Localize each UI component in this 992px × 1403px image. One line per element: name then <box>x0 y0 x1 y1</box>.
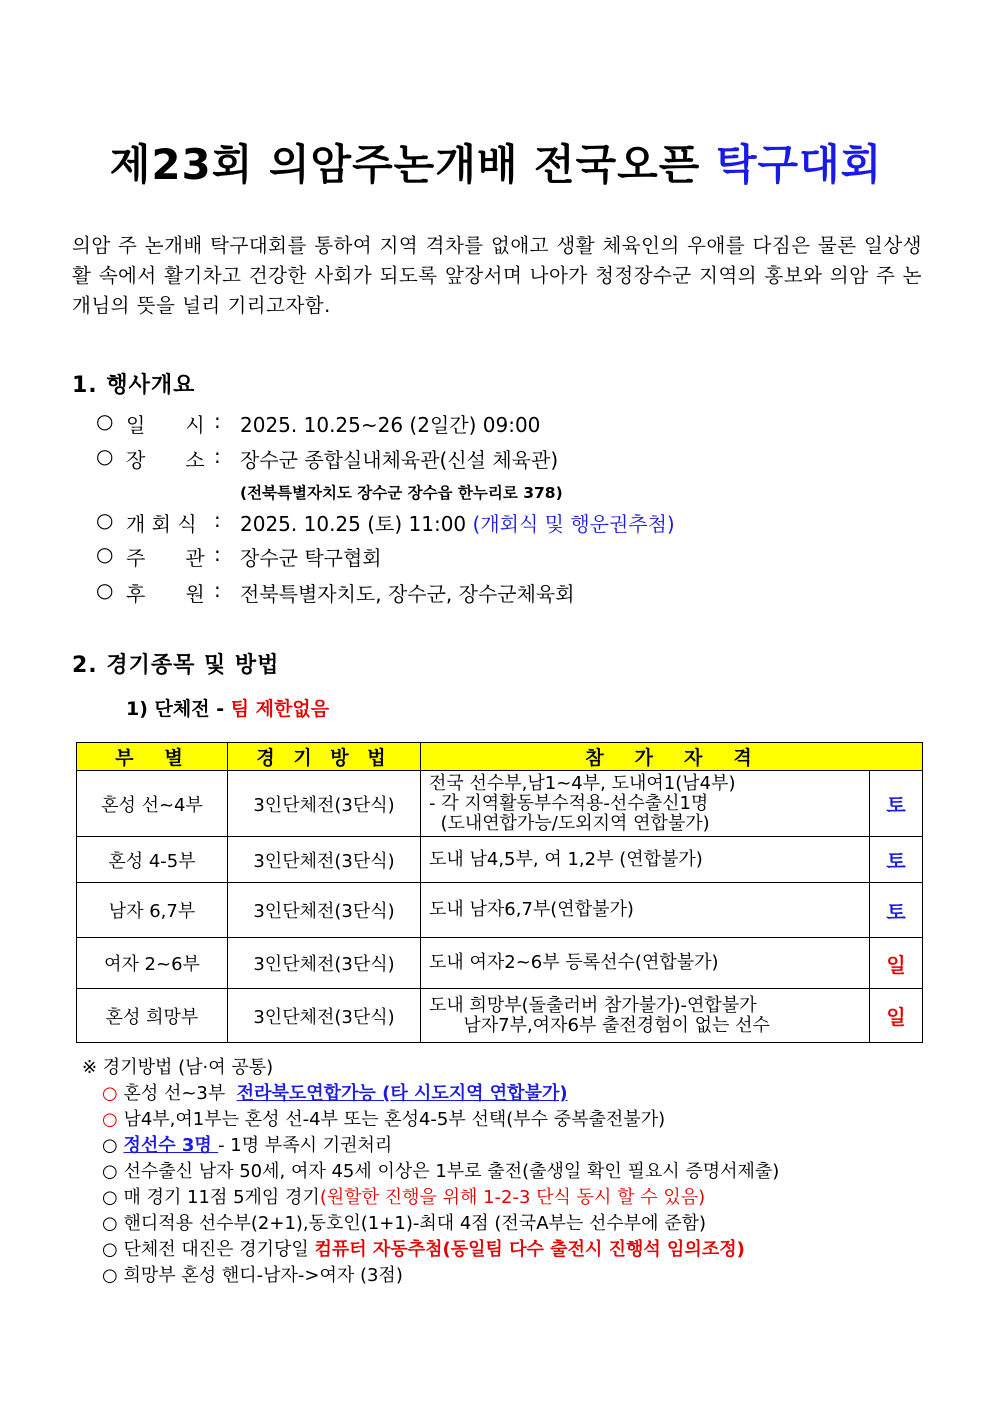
cell-qualification <box>421 989 870 1043</box>
intro-paragraph: 의암 주 논개배 탁구대회를 통하여 지역 격차를 없애고 생활 체육인의 우애를 다짐은 물론 일상생활 속에서 활기차고 건강한 사회가 되도록 앞장서며 나아가 청정장수군 지역의 홍보와 의암 주 논개님의 뜻을 널리 기리고자함. <box>72 234 922 317</box>
cell-method: 3인단체전(3단식) <box>228 883 421 938</box>
cell-day: 토 <box>870 837 923 883</box>
row-value <box>240 508 675 537</box>
section2-heading: 2. 경기종목 및 방법 <box>72 653 280 678</box>
cell-division: 혼성 4-5부 <box>77 837 228 883</box>
bullet-icon: ○ <box>96 444 114 468</box>
overview-row-host <box>96 542 896 570</box>
cell-method: 3인단체전(3단식) <box>228 989 421 1043</box>
note-text: 희망부 혼성 핸디-남자->여자 (3점) <box>123 1265 403 1286</box>
row-label: 일 시 <box>126 413 205 437</box>
row-label: 개 회 식 <box>126 512 197 536</box>
qual-line: 도내 희망부(돌출러버 참가불가)-연합불가 <box>429 994 757 1016</box>
header-method: 경 기 방 법 <box>228 743 421 771</box>
note-item <box>82 1237 779 1263</box>
bullet-icon: ○ <box>102 1187 118 1208</box>
row-value: 2025. 10.25~26 (2일간) 09:00 <box>240 413 541 437</box>
cell-method: 3인단체전(3단식) <box>228 938 421 989</box>
row-value: 장수군 탁구협회 <box>240 546 382 570</box>
event-table <box>76 742 923 1043</box>
row-value: 장수군 종합실내체육관(신설 체육관) <box>240 448 559 472</box>
note-text: 매 경기 11점 5게임 경기 <box>123 1187 320 1208</box>
row-label: 후 원 <box>126 582 205 606</box>
section1-heading: 1. 행사개요 <box>72 373 196 398</box>
cell-division: 혼성 희망부 <box>77 989 228 1043</box>
row-colon: : <box>214 542 221 566</box>
overview-row-venue <box>96 444 896 472</box>
bullet-icon: ○ <box>96 508 114 532</box>
title-main: 제23회 의암주논개배 전국오픈 <box>109 140 716 189</box>
note-emphasis: (원할한 진행을 위해 1-2-3 단식 동시 할 수 있음) <box>319 1187 706 1208</box>
cell-qualification: 도내 여자2~6부 등록선수(연합불가) <box>421 938 870 989</box>
table-row <box>77 883 923 938</box>
notes-section <box>82 1055 779 1289</box>
team-event-label: 1) 단체전 - <box>126 698 231 720</box>
row-colon: : <box>214 508 221 532</box>
note-emphasis: 정선수 3명 <box>123 1135 219 1156</box>
qual-line: (도내연합가능/도외지역 연합불가) <box>429 812 710 834</box>
cell-day: 일 <box>870 938 923 989</box>
bullet-icon: ○ <box>96 578 114 602</box>
note-item <box>82 1263 779 1289</box>
bullet-icon: ○ <box>102 1135 118 1156</box>
row-value: 전북특별자치도, 장수군, 장수군체육회 <box>240 582 575 606</box>
overview-row-date <box>96 409 896 437</box>
document-title <box>0 132 992 192</box>
note-item <box>82 1081 779 1107</box>
qual-line: 남자7부,여자6부 출전경험이 없는 선수 <box>429 1014 770 1036</box>
row-colon: : <box>214 409 221 433</box>
opening-note: (개회식 및 행운권추첨) <box>472 512 675 536</box>
note-item <box>82 1185 779 1211</box>
note-text: 선수출신 남자 50세, 여자 45세 이상은 1부로 출전(출생일 확인 필요시 증명서제출) <box>123 1161 780 1182</box>
bullet-icon: ○ <box>102 1213 118 1234</box>
cell-day: 일 <box>870 989 923 1043</box>
opening-time: 2025. 10.25 (토) 11:00 <box>240 512 473 536</box>
row-colon: : <box>214 578 221 602</box>
notes-header: ※ 경기방법 (남·여 공통) <box>82 1057 274 1078</box>
team-event-limit: 팀 제한없음 <box>230 698 330 720</box>
table-row <box>77 837 923 883</box>
cell-division: 여자 2~6부 <box>77 938 228 989</box>
qual-line: 전국 선수부,남1~4부, 도내여1(남4부) <box>429 772 736 794</box>
row-colon: : <box>214 444 221 468</box>
bullet-icon: ○ <box>102 1161 118 1182</box>
overview-row-opening <box>96 508 896 536</box>
cell-method: 3인단체전(3단식) <box>228 837 421 883</box>
cell-division: 혼성 선~4부 <box>77 771 228 837</box>
table-row <box>77 989 923 1043</box>
row-label: 주 관 <box>126 546 205 570</box>
table-row <box>77 771 923 837</box>
note-text: 혼성 선~3부 <box>123 1083 237 1104</box>
cell-day: 토 <box>870 883 923 938</box>
table-header-row <box>77 743 923 771</box>
bullet-icon: ○ <box>102 1265 118 1286</box>
header-qualification: 참 가 자 격 <box>421 743 923 771</box>
note-emphasis: 전라북도연합가능 (타 시도지역 연합불가) <box>236 1083 568 1104</box>
note-item <box>82 1211 779 1237</box>
bullet-icon: ○ <box>102 1083 118 1104</box>
qual-line: - 각 지역활동부수적용-선수출신1명 <box>429 792 709 814</box>
row-label: 장 소 <box>126 448 205 472</box>
note-text: 단체전 대진은 경기당일 <box>123 1239 315 1260</box>
cell-method: 3인단체전(3단식) <box>228 771 421 837</box>
note-text: 핸디적용 선수부(2+1),동호인(1+1)-최대 4점 (전국A부는 선수부에 준함) <box>123 1213 707 1234</box>
cell-day: 토 <box>870 771 923 837</box>
overview-row-sponsor <box>96 578 896 606</box>
note-text: - 1명 부족시 기권처리 <box>218 1135 393 1156</box>
bullet-icon: ○ <box>96 542 114 566</box>
cell-division: 남자 6,7부 <box>77 883 228 938</box>
bullet-icon: ○ <box>96 409 114 433</box>
table-row <box>77 938 923 989</box>
venue-address: (전북특별자치도 장수군 장수읍 한누리로 378) <box>240 484 563 502</box>
cell-qualification <box>421 771 870 837</box>
title-highlight: 탁구대회 <box>715 140 883 189</box>
note-item <box>82 1107 779 1133</box>
team-event-heading <box>126 694 329 721</box>
note-item <box>82 1133 779 1159</box>
cell-qualification: 도내 남자6,7부(연합불가) <box>421 883 870 938</box>
note-text: 남4부,여1부는 혼성 선-4부 또는 혼성4-5부 선택(부수 중복출전불가) <box>123 1109 666 1130</box>
bullet-icon: ○ <box>102 1239 118 1260</box>
note-item <box>82 1159 779 1185</box>
header-division: 부 별 <box>77 743 228 771</box>
cell-qualification: 도내 남4,5부, 여 1,2부 (연합불가) <box>421 837 870 883</box>
note-emphasis: 컴퓨터 자동추첨(동일팀 다수 출전시 진행석 임의조정) <box>314 1239 745 1260</box>
bullet-icon: ○ <box>102 1109 118 1130</box>
